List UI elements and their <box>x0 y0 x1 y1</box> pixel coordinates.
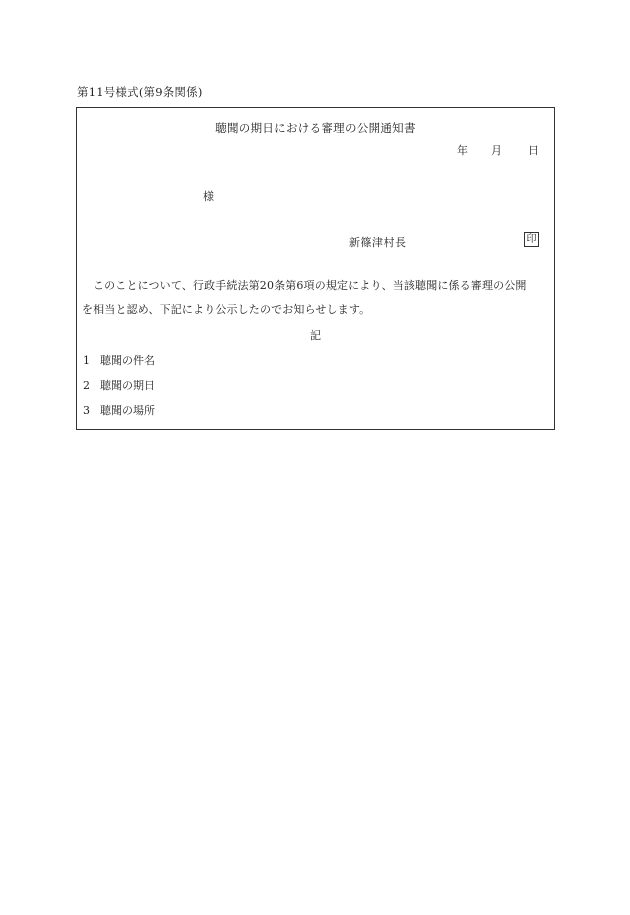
list-item <box>83 352 155 368</box>
date-year-label: 年 <box>457 144 468 157</box>
notice-document-frame <box>76 107 555 430</box>
list-item-number: 1 <box>83 354 90 367</box>
document-title: 聴聞の期日における審理の公開通知書 <box>215 121 416 135</box>
sender-name: 新篠津村長 <box>349 236 407 249</box>
addressee-suffix: 様 <box>203 190 214 203</box>
list-item-number: 3 <box>83 404 90 417</box>
list-item <box>83 402 155 418</box>
body-text-line-1: このことについて、行政手続法第20条第6項の規定により、当該聴聞に係る審理の公開 <box>93 279 527 292</box>
list-item <box>83 377 155 393</box>
list-item-label: 聴聞の件名 <box>100 354 155 367</box>
ki-heading: 記 <box>310 329 321 342</box>
date-month-label: 月 <box>491 144 502 157</box>
body-text-line-2: を相当と認め、下記により公示したのでお知らせします。 <box>82 303 371 316</box>
list-item-label: 聴聞の期日 <box>100 379 155 392</box>
form-number-label: 第11号様式(第9条関係) <box>77 85 203 99</box>
seal-icon: 印 <box>524 232 539 247</box>
date-day-label: 日 <box>528 144 539 157</box>
list-item-number: 2 <box>83 379 90 392</box>
list-item-label: 聴聞の場所 <box>100 404 155 417</box>
